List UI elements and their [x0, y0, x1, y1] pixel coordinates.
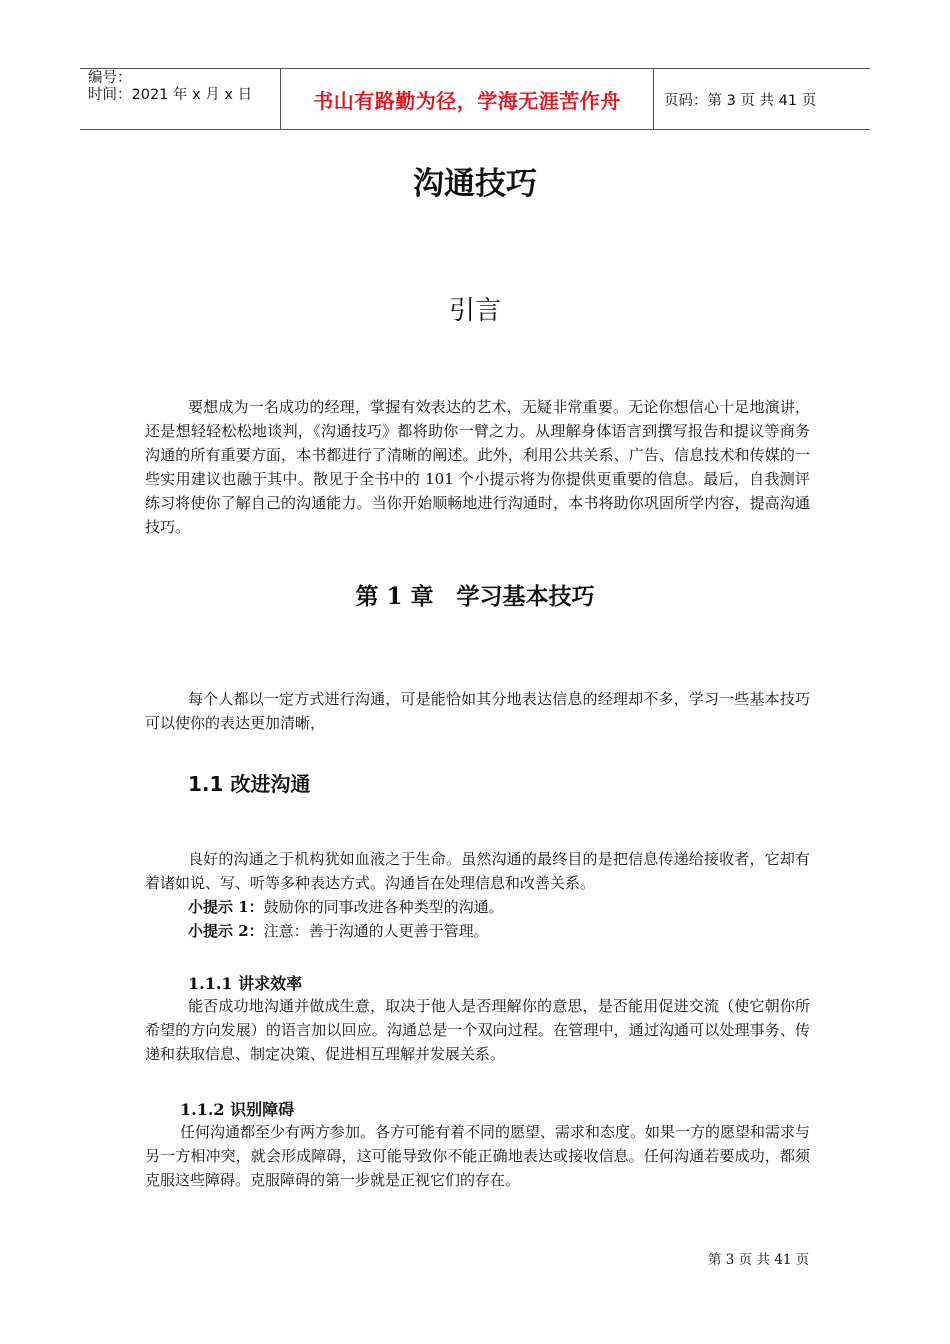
tip-2-text: 注意：善于沟通的人更善于管理。	[263, 922, 489, 940]
intro-heading: 引言	[448, 296, 501, 326]
section-1-1-heading: 1.1 改进沟通	[188, 772, 311, 796]
header-meta	[80, 69, 281, 129]
tip-1-label: 小提示 1：	[188, 898, 264, 916]
header-motto-cell	[281, 69, 654, 129]
page-footer: 第 3 页 共 41 页	[708, 1252, 810, 1268]
header-page-label: 页码：第 3 页 共 41 页	[664, 92, 817, 109]
header-number-label: 编号：	[88, 70, 132, 86]
intro-paragraph: 要想成为一名成功的经理，掌握有效表达的艺术，无疑非常重要。无论你想信心十足地演讲，还是想轻轻松松地谈判，《沟通技巧》都将助你一臂之力。从理解身体语言到撰写报告和提议等商务沟通的所有重要方面，本书都进行了清晰的阐述。此外，利用公共关系、广告、信息技术和传媒的一些实用建议也融于其中。散见于全书中的 101 个小提示将为你提供更重要的信息。最后，自我测评练习将使你了解自己的沟通能力。当你开始顺畅地进行沟通时，本书将助你巩固所学内容，提高沟通技巧。	[145, 398, 810, 536]
section-1-1-1-paragraph: 能否成功地沟通并做成生意，取决于他人是否理解你的意思，是否能用促进交流（使它朝你所希望的方向发展）的语言加以回应。沟通总是一个双向过程。在管理中，通过沟通可以处理事务、传递和获取信息、制定决策、促进相互理解并发展关系。	[145, 997, 810, 1063]
page-header	[80, 68, 870, 130]
header-motto: 书山有路勤为径，学海无涯苦作舟	[313, 88, 621, 113]
tip-2-label: 小提示 2：	[188, 922, 264, 940]
chapter-heading: 第 1 章 学习基本技巧	[355, 583, 595, 610]
tip-1	[188, 895, 504, 919]
section-1-1-1-heading: 1.1.1 讲求效率	[188, 974, 303, 993]
section-1-1-2-heading: 1.1.2 识别障碍	[180, 1100, 295, 1119]
section-1-1-2-paragraph: 任何沟通都至少有两方参加。各方可能有着不同的愿望、需求和态度。如果一方的愿望和需求与另一方相冲突，就会形成障碍，这可能导致你不能正确地表达或接收信息。任何沟通若要成功，都须克服这些障碍。克服障碍的第一步就是正视它们的存在。	[145, 1123, 811, 1189]
tip-1-text: 鼓励你的同事改进各种类型的沟通。	[263, 898, 504, 916]
chapter-paragraph: 每个人都以一定方式进行沟通，可是能恰如其分地表达信息的经理却不多，学习一些基本技巧可以使你的表达更加清晰，	[145, 690, 810, 732]
header-time-label: 时间：2021 年 x 月 x 日	[88, 87, 253, 103]
header-page-cell	[654, 69, 870, 129]
section-1-1-paragraph: 良好的沟通之于机构犹如血液之于生命。虽然沟通的最终目的是把信息传递给接收者，它却有着诸如说、写、听等多种表达方式。沟通旨在处理信息和改善关系。	[145, 850, 810, 892]
tip-2	[188, 919, 489, 943]
document-title: 沟通技巧	[413, 166, 537, 202]
